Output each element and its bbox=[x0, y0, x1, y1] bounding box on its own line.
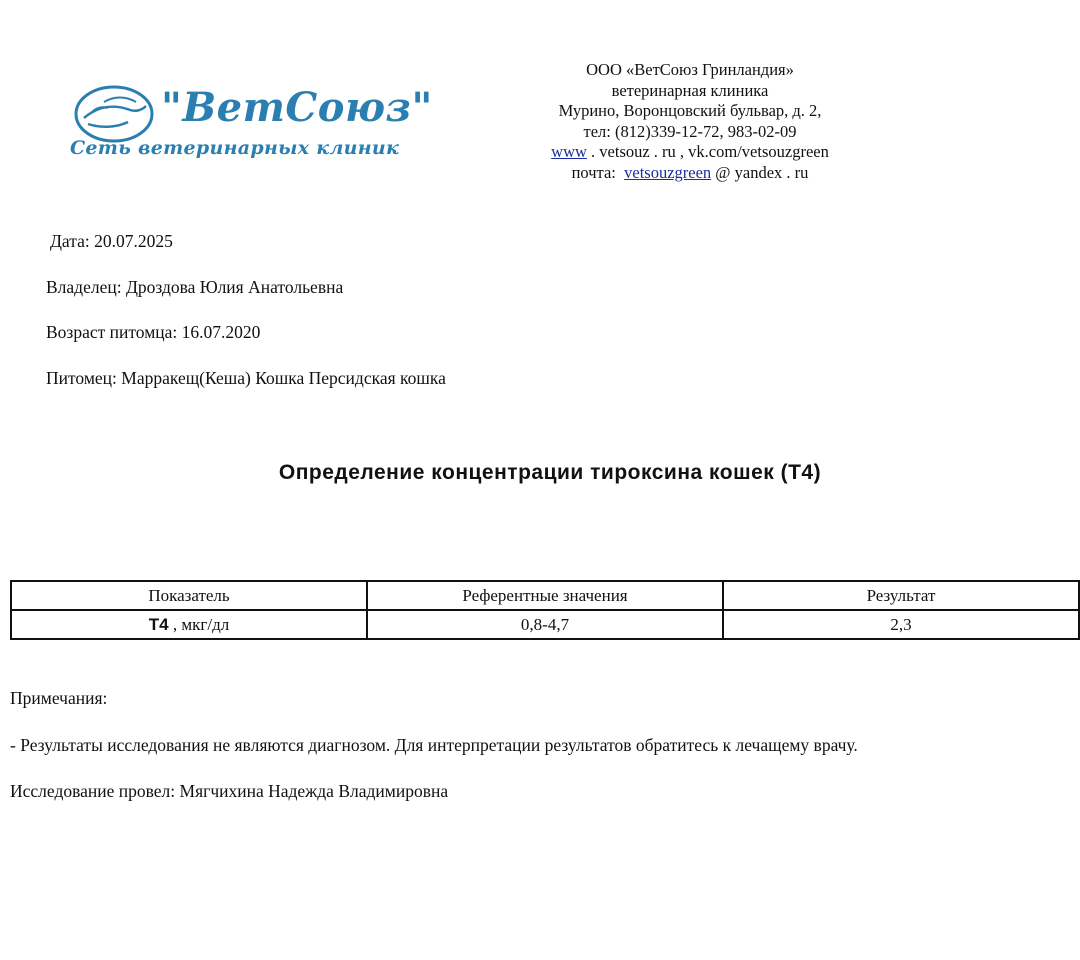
clinic-address: Мурино, Воронцовский бульвар, д. 2, bbox=[558, 101, 822, 121]
table-row bbox=[11, 610, 1079, 639]
owner-name: Владелец: Дроздова Юлия Анатольевна bbox=[46, 277, 344, 297]
column-header-indicator: Показатель bbox=[11, 581, 367, 610]
indicator-unit: , мкг/дл bbox=[168, 614, 230, 634]
report-date: Дата: 20.07.2025 bbox=[50, 231, 173, 251]
mail-rest: @ yandex . ru bbox=[711, 162, 809, 182]
web-rest: . vetsouz . ru , vk.com/vetsouzgreen bbox=[586, 142, 829, 162]
logo-subtitle: Сеть ветеринарных клиник bbox=[70, 137, 400, 159]
web-line bbox=[510, 142, 870, 163]
column-header-result: Результат bbox=[723, 581, 1079, 610]
indicator-name: Т4 bbox=[148, 614, 169, 634]
table-header-row bbox=[11, 581, 1079, 610]
results-table bbox=[10, 580, 1080, 640]
pet-age: Возраст питомца: 16.07.2020 bbox=[46, 322, 261, 342]
column-header-reference: Референтные значения bbox=[367, 581, 723, 610]
clinic-header bbox=[510, 60, 870, 184]
clinic-phone: тел: (812)339-12-72, 983-02-09 bbox=[583, 121, 797, 141]
mail-prefix: почта: bbox=[571, 162, 625, 182]
result-cell: 2,3 bbox=[723, 610, 1079, 639]
notes-heading: Примечания: bbox=[10, 688, 108, 708]
company-name: ООО «ВетСоюз Гринландия» bbox=[586, 60, 794, 79]
mail-line bbox=[510, 163, 870, 184]
performed-by: Исследование провел: Мягчихина Надежда Владимировна bbox=[10, 781, 449, 801]
reference-cell: 0,8-4,7 bbox=[367, 610, 723, 639]
notes-text: - Результаты исследования не являются диагнозом. Для интерпретации результатов обратитесь к лечащему врачу. bbox=[10, 735, 858, 755]
indicator-cell bbox=[11, 610, 367, 639]
pet-info: Питомец: Марракещ(Кеша) Кошка Персидская кошка bbox=[46, 368, 446, 388]
page-title: Определение концентрации тироксина кошек (Т4) bbox=[278, 461, 822, 484]
clinic-type: ветеринарная клиника bbox=[611, 80, 769, 100]
logo-title: "ВетСоюз" bbox=[161, 84, 433, 131]
email-link[interactable]: vetsouzgreen bbox=[624, 162, 712, 182]
clinic-logo bbox=[70, 84, 433, 170]
website-link[interactable]: www bbox=[551, 142, 587, 162]
